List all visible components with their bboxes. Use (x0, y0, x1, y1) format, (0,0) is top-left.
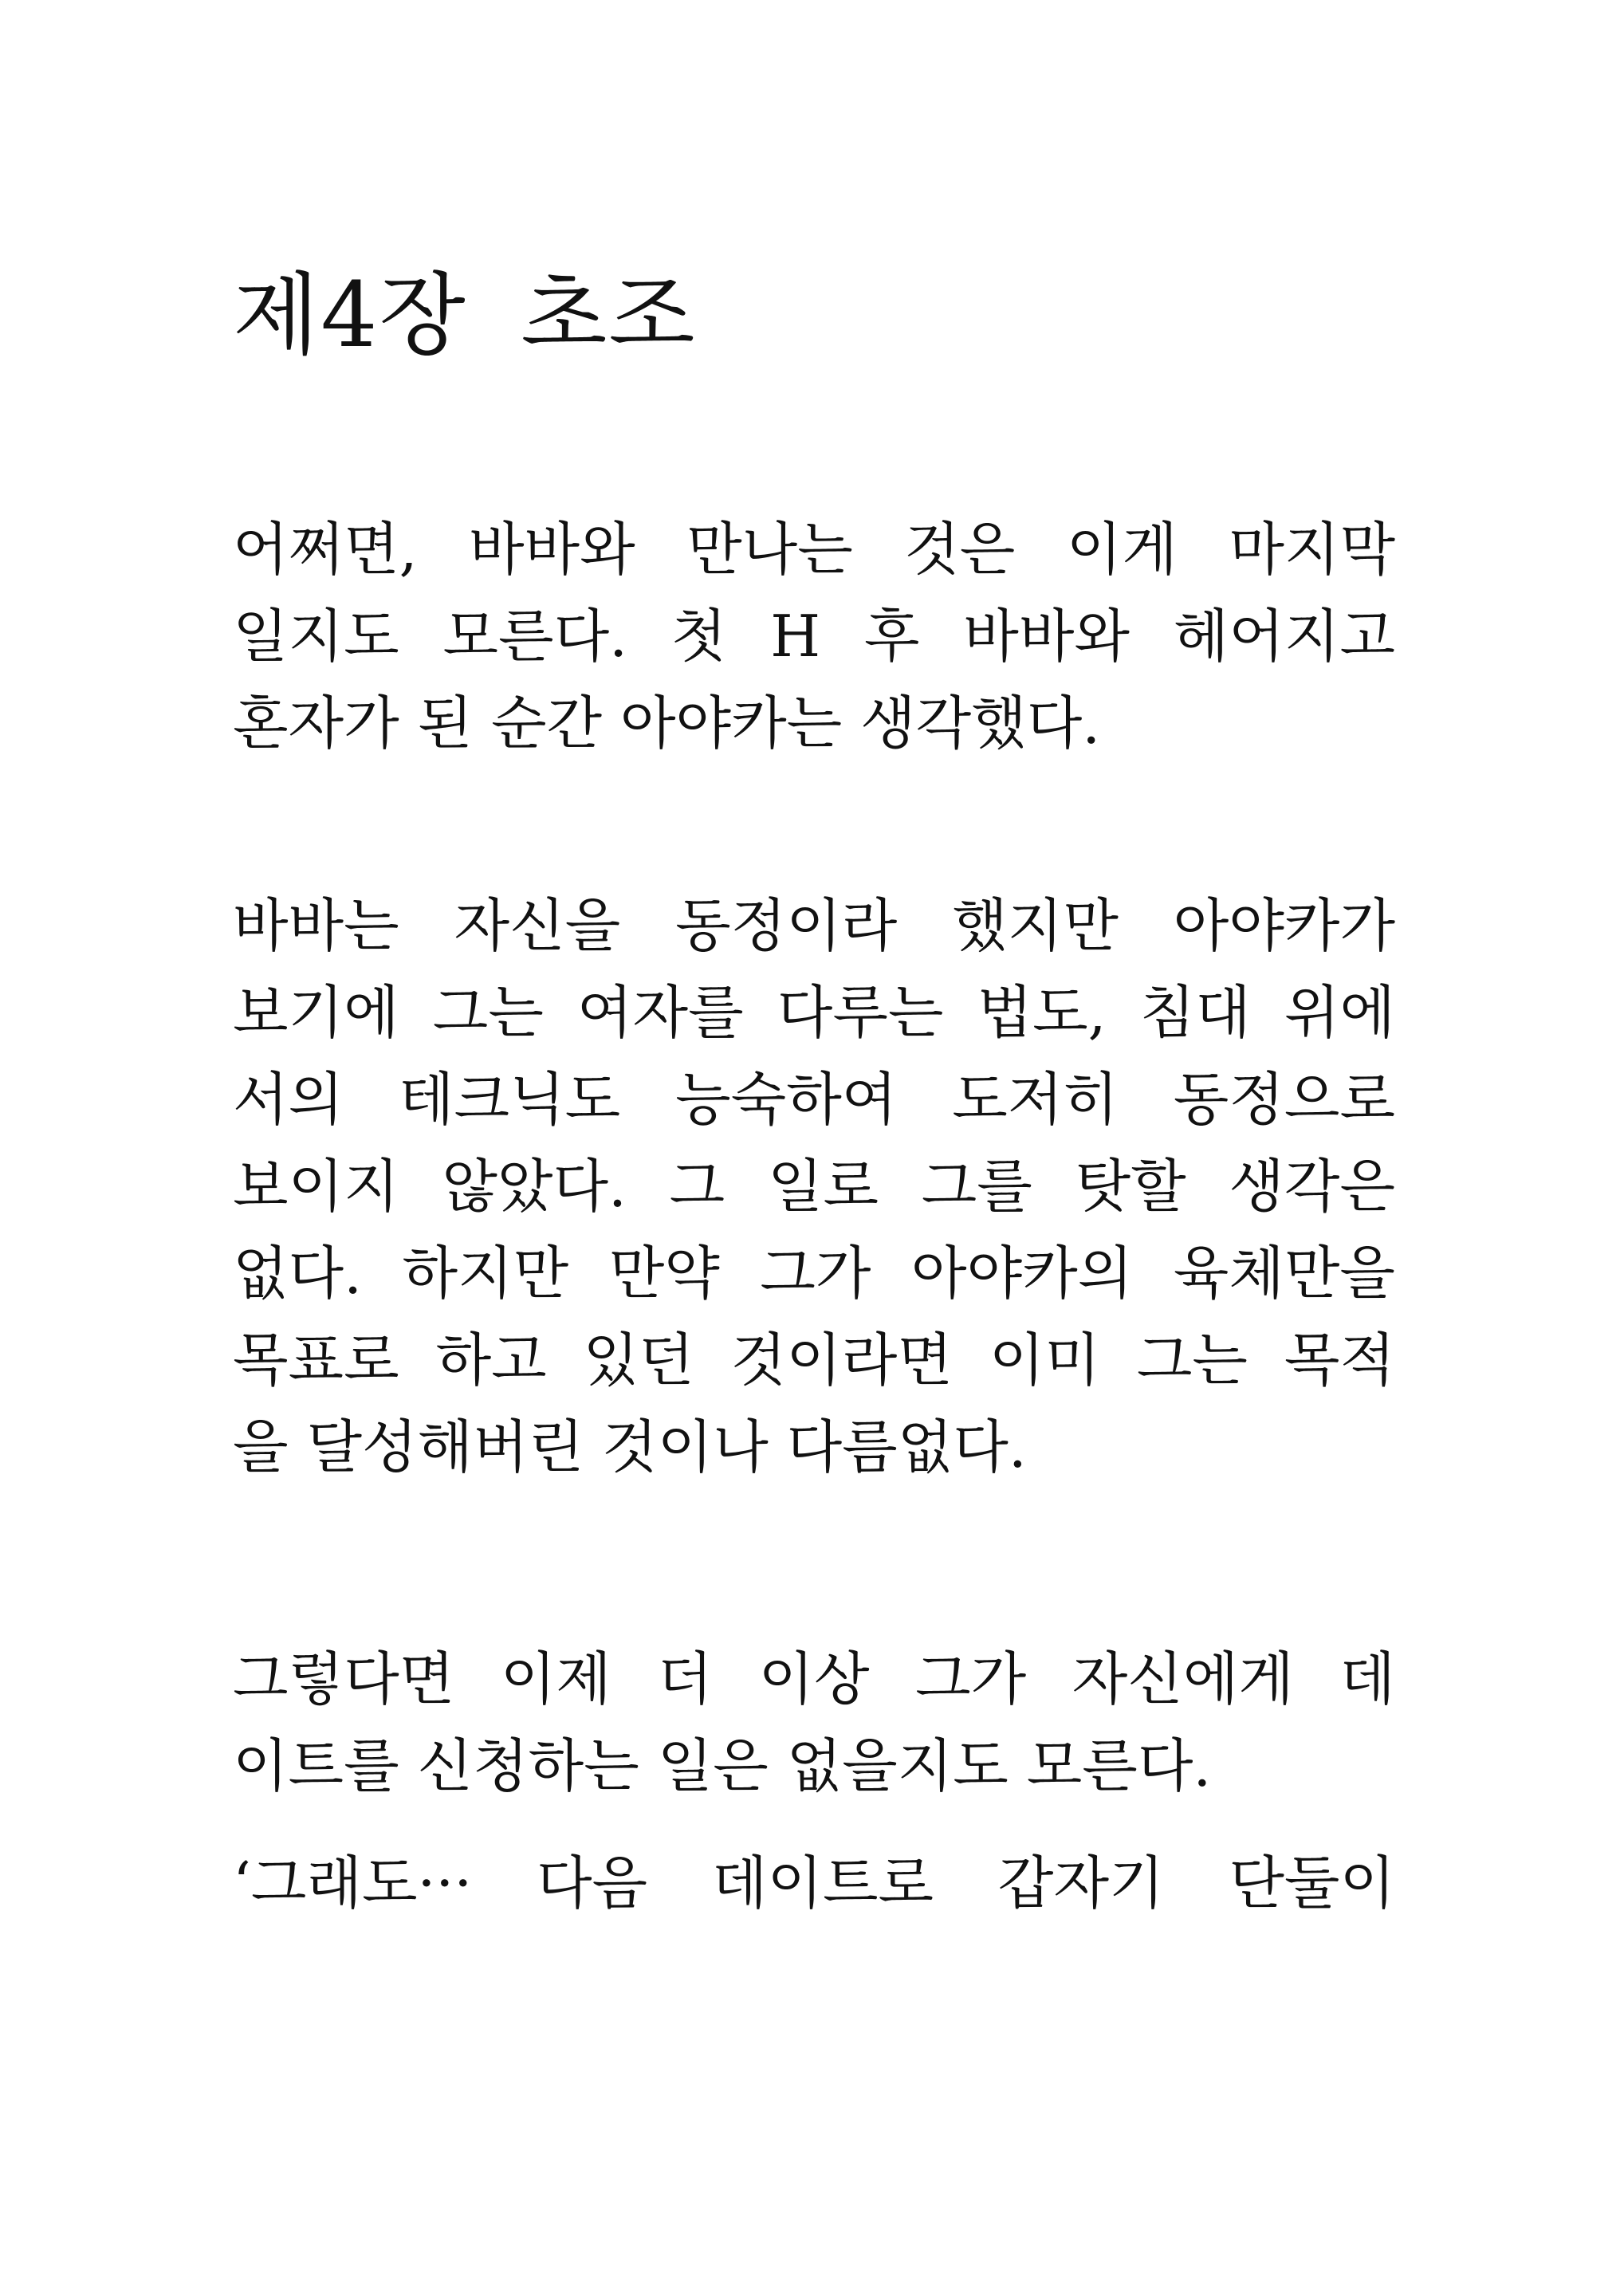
text-line: 일지도 모른다. 첫 H 후 바바와 헤어지고 (233, 603, 1395, 670)
paragraph-2 (233, 883, 1395, 1491)
text-line: 어쩌면, 바바와 만나는 것은 이게 마지막 (233, 516, 1395, 583)
text-line: 보이지 않았다. 그 일로 그를 탓할 생각은 (233, 1153, 1395, 1220)
paragraph-3 (233, 1636, 1395, 1810)
chapter-title: 제4장 초조 (233, 264, 697, 368)
text-line: 그렇다면 이제 더 이상 그가 자신에게 데 (233, 1645, 1395, 1712)
text-line: 목표로 하고 있던 것이라면 이미 그는 목적 (233, 1327, 1395, 1394)
text-line: ‘그래도··· 다음 데이트로 갑자기 단둘이 (233, 1850, 1395, 1917)
text-line: 없다. 하지만 만약 그가 아야카의 육체만을 (233, 1240, 1395, 1307)
paragraph-4 (233, 1840, 1395, 1927)
paragraph-1 (233, 506, 1395, 767)
text-line: 보기에 그는 여자를 다루는 법도, 침대 위에 (233, 979, 1395, 1046)
text-line: 을 달성해버린 것이나 다름없다. (233, 1413, 1027, 1480)
text-line: 바바는 자신을 동정이라 했지만 아야카가 (233, 892, 1395, 959)
text-line: 이트를 신청하는 일은 없을지도 모른다. (233, 1732, 1212, 1799)
text-line: 혼자가 된 순간 아야카는 생각했다. (233, 690, 1101, 757)
text-line: 서의 테크닉도 능숙하여 도저히 동정으로 (233, 1066, 1395, 1133)
